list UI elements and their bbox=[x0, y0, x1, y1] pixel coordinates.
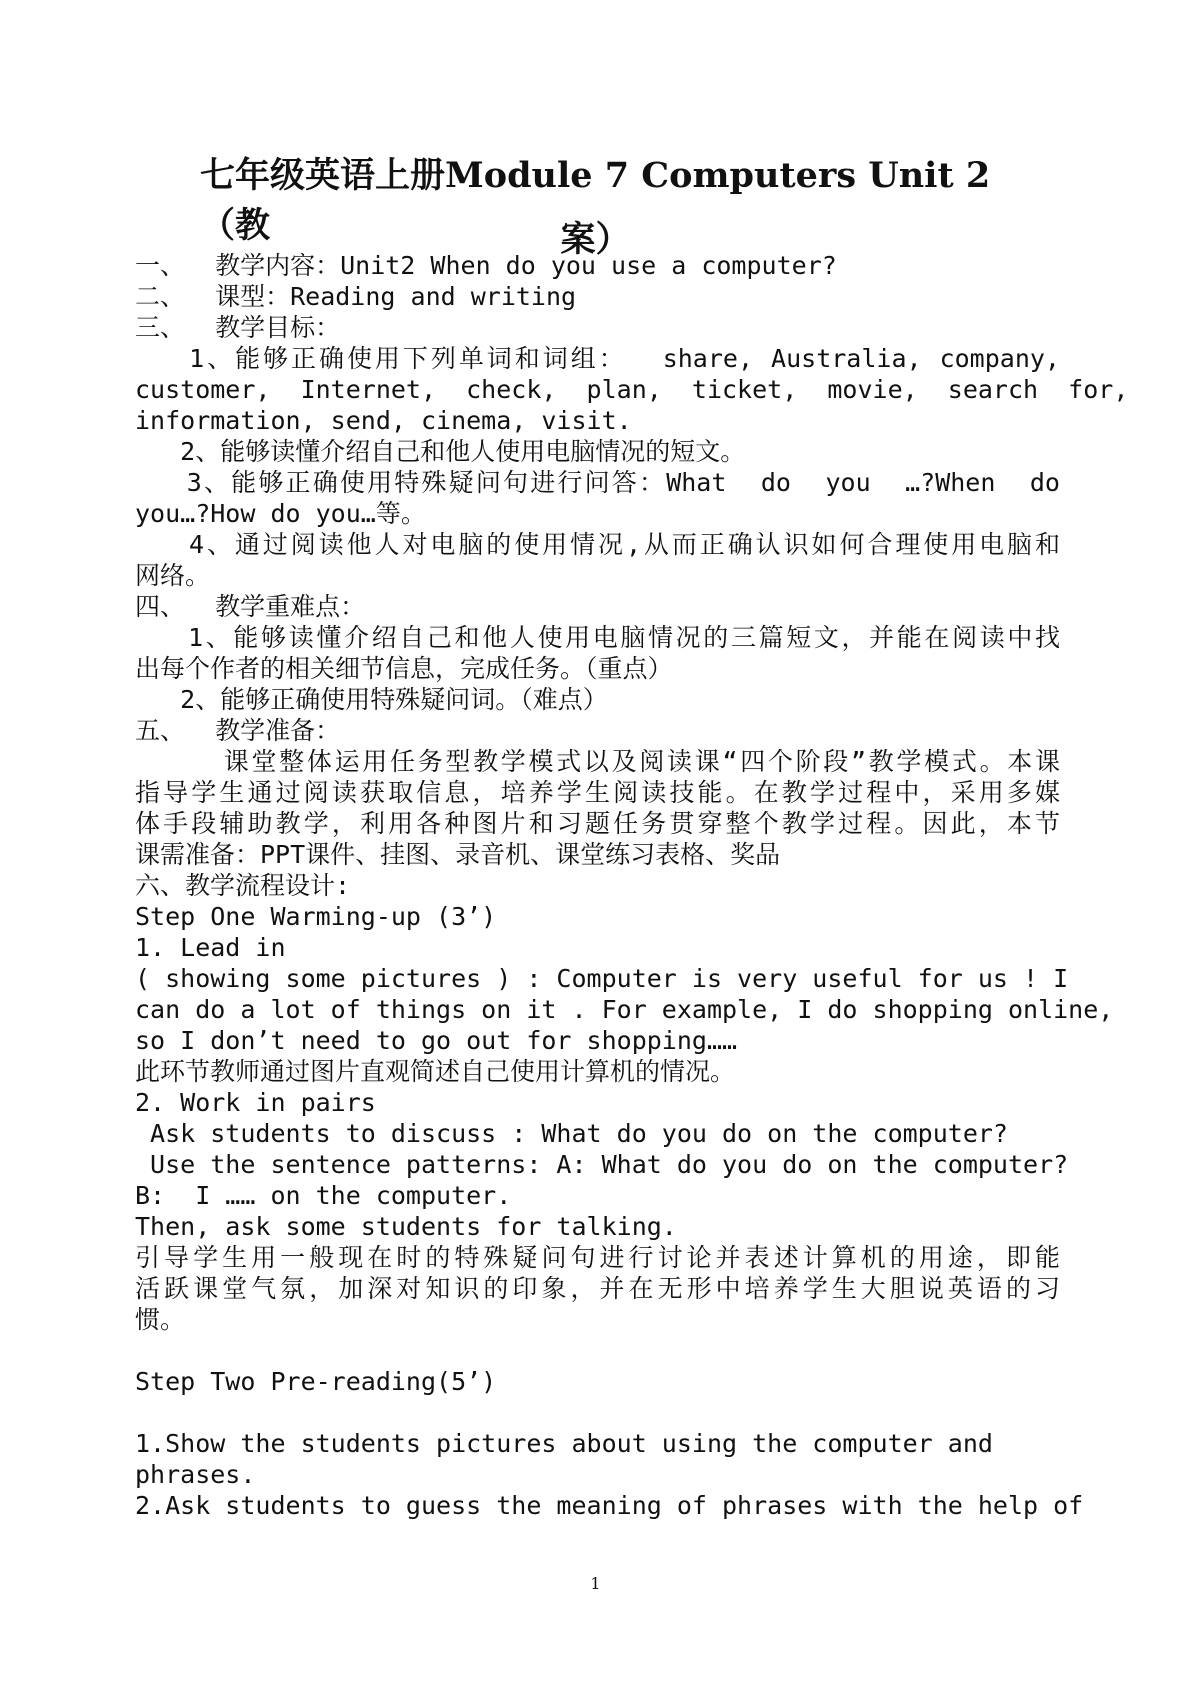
section-type-line: 二、 课型：Reading and writing bbox=[135, 282, 577, 311]
goal-4-line-2: 网络。 bbox=[135, 561, 211, 590]
key-point-1-line-1: 1、能够读懂介绍自己和他人使用电脑情况的三篇短文，并能在阅读中找 bbox=[135, 623, 1060, 652]
section-procedure-heading: 六、教学流程设计: bbox=[135, 871, 351, 900]
pair-work-text-line: Ask students to discuss : What do you do on the computer? bbox=[135, 1119, 1008, 1148]
key-point-2-line: 2、能够正确使用特殊疑问词。（难点） bbox=[135, 685, 608, 714]
goal-3-line-1: 3、能够正确使用特殊疑问句进行问答：What do you …?When do bbox=[135, 468, 1060, 497]
lead-in-note-line: 此环节教师通过图片直观简述自己使用计算机的情况。 bbox=[135, 1057, 736, 1086]
blank-line bbox=[135, 1397, 1060, 1428]
pre-reading-item-2-line: 2.Ask students to guess the meaning of phrases with the help of bbox=[135, 1491, 1084, 1520]
lead-in-text-line: ( showing some pictures ) : Computer is very useful for us ! I bbox=[135, 964, 1069, 993]
preparation-paragraph-line: 体手段辅助教学，利用各种图片和习题任务贯穿整个教学过程。因此，本节 bbox=[135, 809, 1060, 838]
preparation-paragraph-line: 指导学生通过阅读获取信息，培养学生阅读技能。在教学过程中，采用多媒 bbox=[135, 778, 1060, 807]
goal-1-line-3: information, send, cinema, visit. bbox=[135, 406, 632, 435]
step-two-heading: Step Two Pre-reading(5’) bbox=[135, 1367, 497, 1396]
pair-work-heading: 2. Work in pairs bbox=[135, 1088, 376, 1117]
goal-1-line-1: 1、能够正确使用下列单词和词组： share, Australia, company, bbox=[135, 344, 1060, 373]
lead-in-heading: 1. Lead in bbox=[135, 933, 286, 962]
section-content-line: 一、 教学内容：Unit2 When do you use a computer? bbox=[135, 251, 837, 280]
goal-3-line-2: you…?How do you…等。 bbox=[135, 499, 426, 528]
pair-work-text-line: Then, ask some students for talking. bbox=[135, 1212, 677, 1241]
key-point-1-line-2: 出每个作者的相关细节信息，完成任务。（重点） bbox=[135, 654, 673, 683]
pair-work-note-line: 惯。 bbox=[135, 1305, 186, 1334]
pair-work-text-line: Use the sentence patterns: A: What do you do on the computer? bbox=[135, 1150, 1069, 1179]
goal-1-line-2: customer, Internet, check, plan, ticket, movie, search for, bbox=[135, 375, 1129, 404]
lead-in-text-line: can do a lot of things on it . For example, I do shopping online, bbox=[135, 995, 1114, 1024]
section-preparation-heading: 五、 教学准备： bbox=[135, 716, 341, 745]
document-title-line-1: 七年级英语上册Module 7 Computers Unit 2（教 bbox=[200, 155, 991, 246]
goal-2-line: 2、能够读懂介绍自己和他人使用电脑情况的短文。 bbox=[135, 437, 746, 466]
goal-4-line-1: 4、通过阅读他人对电脑的使用情况,从而正确认识如何合理使用电脑和 bbox=[135, 530, 1060, 559]
page-number: 1 bbox=[590, 1574, 601, 1593]
preparation-paragraph-line: 课堂整体运用任务型教学模式以及阅读课“四个阶段”教学模式。本课 bbox=[135, 747, 1060, 776]
section-goals-heading: 三、 教学目标： bbox=[135, 313, 341, 342]
document-title-line-2: 案） bbox=[560, 219, 631, 260]
blank-line bbox=[135, 1335, 1060, 1366]
pair-work-note-line: 引导学生用一般现在时的特殊疑问句进行讨论并表述计算机的用途，即能 bbox=[135, 1243, 1060, 1272]
section-key-points-heading: 四、 教学重难点： bbox=[135, 592, 366, 621]
pre-reading-item-1-line: 1.Show the students pictures about using the computer and bbox=[135, 1429, 993, 1458]
step-one-heading: Step One Warming-up (3’) bbox=[135, 902, 497, 931]
pre-reading-item-1-line: phrases. bbox=[135, 1460, 256, 1489]
pair-work-note-line: 活跃课堂气氛，加深对知识的印象，并在无形中培养学生大胆说英语的习 bbox=[135, 1274, 1060, 1303]
pair-work-text-line: B: I …… on the computer. bbox=[135, 1181, 512, 1210]
preparation-paragraph-line: 课需准备：PPT课件、挂图、录音机、课堂练习表格、奖品 bbox=[135, 840, 781, 869]
lead-in-text-line: so I don’t need to go out for shopping…… bbox=[135, 1026, 738, 1055]
